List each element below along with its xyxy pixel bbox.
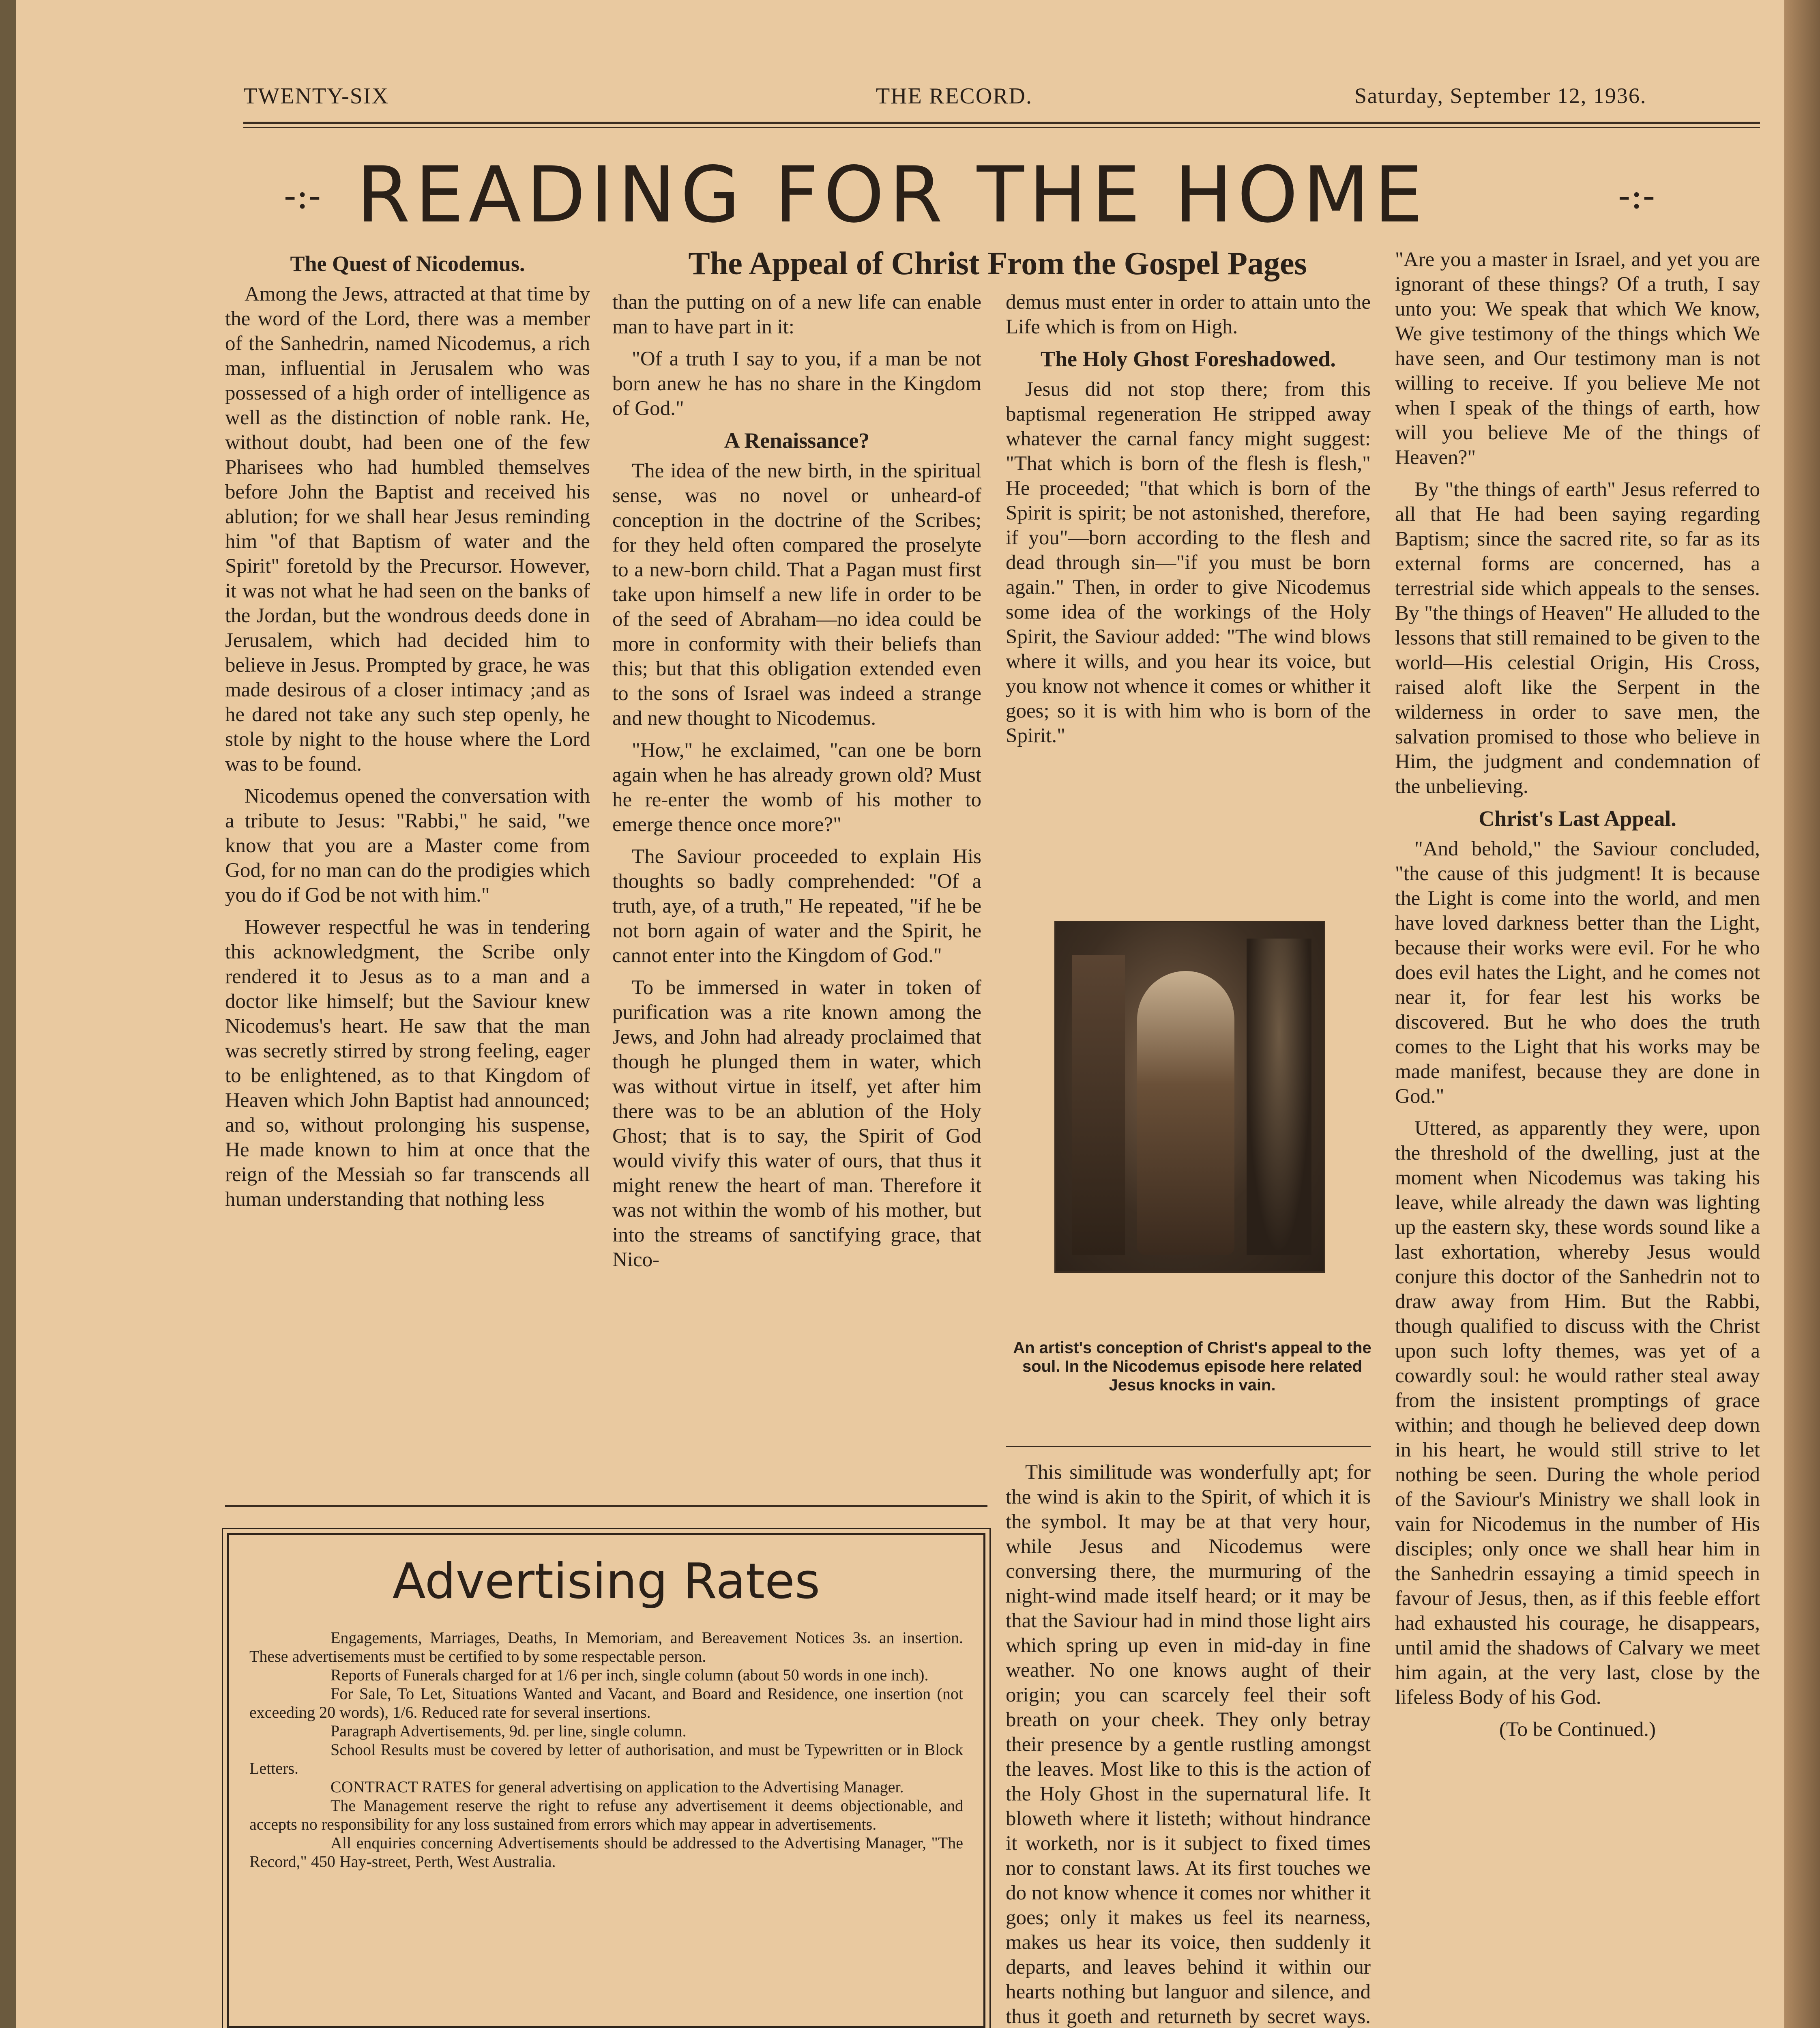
paragraph: Jesus did not stop there; from this baptismal regeneration He stripped away whatever the carnal fancy might suggest: "That which is born of the flesh is flesh," He proceeded; "that which is born of the Spirit is spirit; be not astonished, therefore, if you"—born according to the flesh and dead through sin—"if you must be born again." Then, in order to give Nicodemus some idea of the workings of the Holy Spirit, the Saviour added: "The wind blows where it wills, and you hear its voice, but you know not whence it comes or whither it goes; so it is with him who is born of the Spirit.": [1006, 378, 1371, 747]
article-column-3-top: [1006, 290, 1371, 756]
ad-rates-paragraph: For Sale, To Let, Situations Wanted and Vacant, and Board and Residence, one insertion (not exceeding 20 words), 1/6. Reduced rate for several insertions.: [249, 1684, 963, 1721]
article-column-2: [612, 290, 981, 1280]
door-shape: [1072, 955, 1125, 1255]
advertising-rates-box: [227, 1533, 985, 2028]
paragraph: This similitude was wonderfully apt; for the wind is akin to the Spirit, of which it is the symbol. It may be at that very hour, while Jesus and Nicodemus were conversing there, the murmuring of the night-wind made itself heard; or it may be that the Saviour had in mind those light airs which spring up even in mid-day in fine weather. No one knows aught of their origin; you can scarcely feel their soft breath on your cheek. They only betray their presence by a gentle rustling amongst the leaves. Most like to this is the action of the Holy Ghost in the supernatural life. It bloweth where it listeth; without hindrance it worketh, nor is it subject to fixed times nor to constant laws. At its first touches we do not know whence it comes nor whither it goes; only it makes us feel its nearness, makes us hear its voice, then suddenly it departs, and leaves behind it within our hearts nothing but languor and silence, and thus it goeth and returneth by secret ways.: [1006, 1461, 1371, 2028]
ad-rates-paragraph: School Results must be covered by letter of authorisation, and must be Typewritten or in Block Letters.: [249, 1740, 963, 1777]
article-column-4: [1395, 247, 1760, 1742]
continued-note: (To be Continued.): [1499, 1718, 1656, 1741]
ad-rates-paragraph: Engagements, Marriages, Deaths, In Memoriam, and Bereavement Notices 3s. an insertion. These advertisements must be certified to by some respectable person.: [249, 1628, 963, 1665]
figure-shape: [1137, 971, 1234, 1255]
paper-name: THE RECORD.: [876, 84, 1032, 109]
header-rule-thin: [243, 127, 1760, 128]
paragraph: However respectful he was in tendering this acknowledgment, the Scribe only rendered it to Jesus as to a man and a doctor like himself; but the Saviour knew Nicodemus's heart. He saw that the man was secretly stirred by strong feeling, eager to be enlightened, as to that Kingdom of Heaven which John Baptist had announced; and so, without prolonging his suspense, He made known to him at once that the reign of the Messiah so far transcends all human understanding that nothing less: [225, 916, 590, 1211]
paragraph: "Are you a master in Israel, and yet you are ignorant of these things? Of a truth, I say unto you: We speak that which We know, We give testimony of the things which We have seen, and Our testimony man is not willing to receive. If you believe Me not when I speak of the things of earth, how will you believe Me of the things of Heaven?": [1395, 248, 1760, 469]
issue-date: Saturday, September 12, 1936.: [1354, 84, 1647, 108]
paragraph: than the putting on of a new life can enable man to have part in it:: [612, 291, 981, 338]
foliage-shape: [1247, 939, 1311, 1255]
paragraph: The idea of the new birth, in the spiritual sense, was no novel or unheard-of conception in the doctrine of the Scribes; for they held often compared the proselyte to a new-born child. That a Pagan must first take upon himself a new life in order to be of the seed of Abraham—no idea could be more in conformity with their beliefs than this; but that this obligation extended even to the sons of Israel was indeed a strange and new thought to Nicodemus.: [612, 460, 981, 730]
banner-ornament-left: -:-: [284, 174, 321, 217]
ad-rates-paragraph: The Management reserve the right to refuse any advertisement it deems objectionable, and accepts no responsibility for any loss sustained from errors which may appear in advertisements.: [249, 1796, 963, 1833]
paragraph: Among the Jews, attracted at that time by the word of the Lord, there was a member of the Sanhedrin, named Nicodemus, a rich man, influential in Jerusalem who was possessed of a high order of intelligence as well as the distinction of noble rank. He, without doubt, had been one of the few Pharisees who had humbled themselves before John the Baptist and received his ablution; for we shall hear Jesus reminding him "of that Baptism of water and the Spirit" foretold by the Precursor. However, it was not what he had seen on the banks of the Jordan, but the wondrous deeds done in Jerusalem, which had decided him to believe in Jesus. Prompted by grace, he was made desirous of a closer intimacy ;and as he dared not take any such step openly, he stole by night to the house where the Lord was to be found.: [225, 283, 590, 776]
photo-caption: An artist's conception of Christ's appeal to the soul. In the Nicodemus episode here related Jesus knocks in vain.: [1013, 1339, 1371, 1394]
caption-rule: [1006, 1446, 1371, 1447]
page-edge: [1784, 0, 1820, 2028]
header-rule: [243, 122, 1760, 124]
article-column-3-bottom: [1006, 1460, 1371, 2028]
paragraph: demus must enter in order to attain unto the Life which is from on High.: [1006, 291, 1371, 338]
paragraph: "How," he exclaimed, "can one be born again when he has already grown old? Must he re-enter the womb of his mother to emerge thence once more?": [612, 739, 981, 836]
ad-section-rule: [225, 1505, 987, 1507]
article-column-1: [225, 247, 590, 1219]
paragraph: By "the things of earth" Jesus referred to all that He had been saying regarding Baptism; since the sacred rite, so far as its external forms are concerned, has a terrestrial side which appeals to the senses. By "the things of Heaven" He alluded to the lessons that still remained to be given to the world—His celestial Origin, His Cross, raised aloft like the Serpent in the wilderness in order to save men, the salvation promised to those who believe in Him, the judgment and condemnation of the unbelieving.: [1395, 478, 1760, 798]
ad-rates-paragraph: Reports of Funerals charged for at 1/6 per inch, single column (about 50 words in one inch).: [331, 1666, 929, 1684]
paragraph: To be immersed in water in token of purification was a rite known among the Jews, and John had already proclaimed that though he plunged them in water, which was without virtue in itself, yet after him there was to be an ablution of the Holy Ghost; that is to say, the Spirit of God would vivify this water of ours, that thus it might renew the heart of man. Therefore it was not within the womb of his mother, but into the streams of sanctifying grace, that Nico-: [612, 976, 981, 1271]
section-heading: The Holy Ghost Foreshadowed.: [1040, 347, 1336, 371]
ad-rates-paragraph: All enquiries concerning Advertisements should be addressed to the Advertising Manager, "The Record," 450 Hay-street, Perth, West Australia.: [249, 1834, 963, 1871]
section-heading: A Renaissance?: [724, 428, 870, 453]
section-heading: The Quest of Nicodemus.: [290, 251, 525, 276]
paragraph: Uttered, as apparently they were, upon the threshold of the dwelling, just at the moment when Nicodemus was taking his leave, while already the dawn was lighting up the eastern sky, these words sound like a last exhortation, whereby Jesus would conjure this doctor of the Sanhedrin not to draw away from Him. But the Rabbi, though qualified to discuss with the Christ upon such lofty themes, was yet of a cowardly soul: he would rather steal away from the insistent promptings of grace within; and though he believed deep down in his heart, he would still strive to let nothing be seen. During the whole period of the Saviour's Ministry we shall look in vain for Nicodemus in the number of His disciples; only once we shall hear him in the Sanhedrin essaying a timid speech in favour of Jesus, then, as if this feeble effort had exhausted his courage, he disappears, until amid the shadows of Calvary we meet him again, at the very last, close by the lifeless Body of his God.: [1395, 1117, 1760, 1709]
christ-knocking-illustration: [1054, 921, 1325, 1273]
paragraph: Nicodemus opened the conversation with a tribute to Jesus: "Rabbi," he said, "we know that you are a Master come from God, for no man can do the prodigies which you do if God be not with him.": [225, 785, 590, 907]
page-number: TWENTY-SIX: [243, 84, 389, 109]
ad-rates-paragraph: Paragraph Advertisements, 9d. per line, single column.: [331, 1722, 687, 1740]
paragraph: The Saviour proceeded to explain His thoughts so badly comprehended: "Of a truth, aye, of a truth," He repeated, "if he be not born again of water and the Spirit, he cannot enter into the Kingdom of God.": [612, 845, 981, 967]
article-title: The Appeal of Christ From the Gospel Pages: [688, 246, 1307, 281]
paragraph: "And behold," the Saviour concluded, "the cause of this judgment! It is because the Light is come into the world, and men have loved darkness better than the Light, because their works were evil. For he who does evil hates the Light, and he comes not near it, for fear lest his works be discovered. But he who does the truth comes to the Light that his works may be made manifest, because they are done in God.": [1395, 838, 1760, 1108]
section-banner: READING FOR THE HOME: [356, 150, 1428, 240]
ad-rates-paragraph: CONTRACT RATES for general advertising on application to the Advertising Manager.: [331, 1778, 904, 1796]
ad-rates-title: Advertising Rates: [392, 1553, 820, 1610]
paragraph: "Of a truth I say to you, if a man be not born anew he has no share in the Kingdom of God.": [612, 348, 981, 420]
section-heading: Christ's Last Appeal.: [1479, 806, 1676, 831]
banner-ornament-right: -:-: [1618, 174, 1655, 217]
